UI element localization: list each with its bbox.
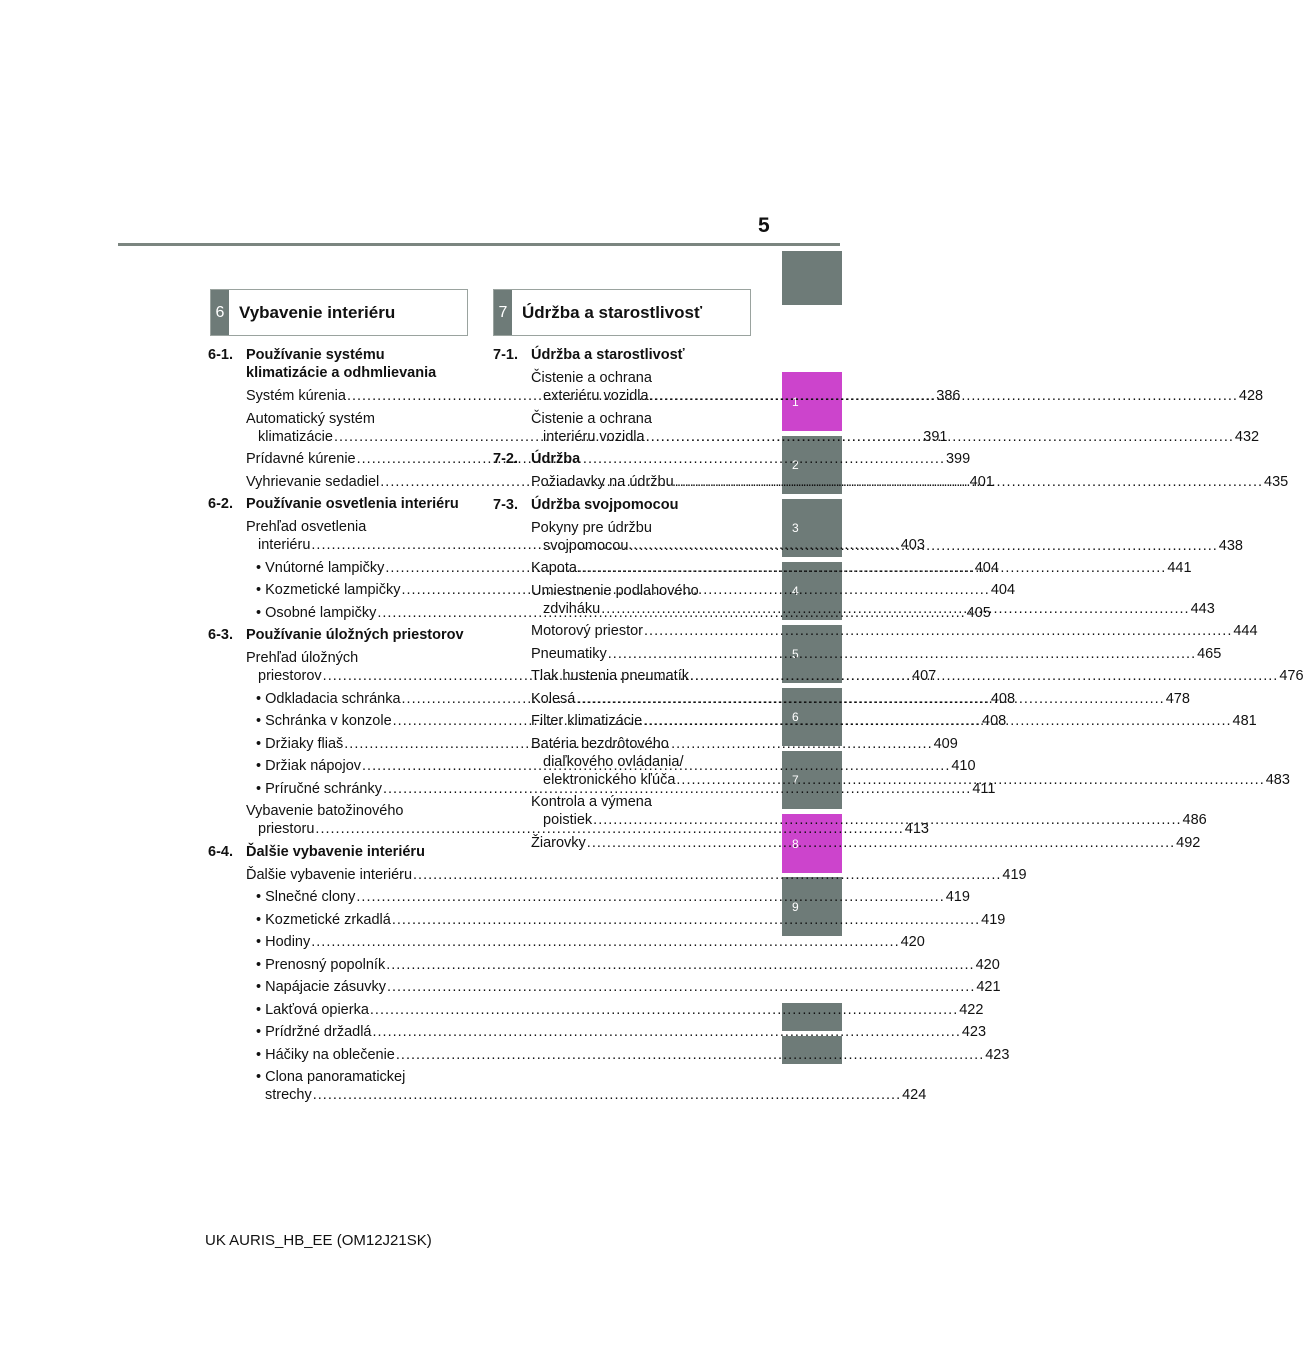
entry-title: svojpomocou: [543, 537, 629, 554]
entry-title-line: Prehľad osvetlenia: [246, 519, 367, 535]
section-title: Údržba a starostlivosť: [522, 303, 703, 322]
toc-subentry[interactable]: [208, 1023, 987, 1041]
entry-title: elektronického kľúča: [543, 771, 676, 788]
section-header-7: [493, 289, 751, 336]
leader-dots: [576, 690, 1164, 708]
chapter-number: 7-1.: [493, 347, 518, 363]
entry-title: • Hodiny: [256, 934, 311, 950]
leader-dots: [646, 429, 1234, 445]
entry-page: 465: [1197, 645, 1222, 662]
toc-chapter[interactable]: [493, 346, 743, 364]
entry-title-line: Čistenie a ochrana: [531, 410, 652, 427]
entry-title: • Lakťová opierka: [256, 1001, 369, 1018]
entry-title: • Kozmetické zrkadlá: [256, 911, 391, 928]
chapter-tab-blank[interactable]: [782, 251, 842, 305]
entry-page: 419: [1002, 866, 1027, 883]
toc-subentry[interactable]: [208, 933, 925, 951]
entry-page: 435: [1264, 474, 1289, 490]
entry-title: • Háčiky na oblečenie: [256, 1046, 395, 1063]
toc-entry[interactable]: [208, 866, 1027, 884]
entry-title-line: Kontrola a výmena: [531, 794, 652, 810]
entry-page: 405: [966, 604, 991, 621]
leader-dots: [690, 667, 1278, 685]
entry-title: Prídavné kúrenie: [246, 451, 356, 467]
entry-title: • Osobné lampičky: [256, 604, 377, 621]
entry-page: 421: [976, 979, 1001, 995]
entry-title: • Prenosný popolník: [256, 956, 386, 973]
chapter-title: Údržba a starostlivosť: [531, 347, 685, 363]
entry-page: 423: [961, 1024, 987, 1040]
entry-title: • Vnútorné lampičky: [256, 559, 385, 576]
toc-chapter[interactable]: [493, 450, 743, 468]
entry-page: 476: [1279, 668, 1304, 684]
entry-page: 481: [1232, 713, 1257, 729]
entry-title: interiéru: [258, 537, 311, 553]
leader-dots: [593, 812, 1181, 828]
tab-label: 1: [792, 394, 799, 409]
toc-subentry[interactable]: [208, 888, 970, 906]
toc-entry[interactable]: [493, 834, 1201, 852]
entry-title-line: Automatický systém: [246, 410, 375, 427]
tab-label: 5: [792, 647, 799, 661]
entry-title: Kapota: [531, 560, 577, 576]
entry-title: • Napájacie zásuvky: [256, 979, 386, 995]
chapter-title: Používanie systému klimatizácie a odhmlievania: [246, 347, 437, 381]
entry-title: Motorový priestor: [531, 623, 644, 639]
entry-page: 403: [900, 537, 925, 553]
entry-page: 391: [923, 428, 948, 445]
leader-dots: [650, 388, 1238, 404]
tab-label: 9: [792, 899, 799, 914]
toc-subentry[interactable]: [208, 911, 1006, 929]
tab-label: 3: [792, 521, 799, 535]
entry-page: 432: [1234, 428, 1260, 445]
toc-entry[interactable]: [493, 645, 1222, 663]
chapter-title: Údržba: [531, 451, 581, 467]
entry-title-line: Batéria bezdrôtového: [531, 735, 669, 752]
entry-title-line: • Clona panoramatickej: [256, 1069, 406, 1085]
entry-page: 492: [1176, 834, 1201, 851]
toc-chapter[interactable]: [208, 346, 466, 382]
entry-title-line: Vybavenie batožinového: [246, 803, 404, 819]
toc-chapter[interactable]: [208, 495, 466, 513]
entry-title: • Držiak nápojov: [256, 758, 362, 774]
entry-title: poistiek: [543, 812, 593, 828]
entry-title: interiéru vozidla: [543, 428, 645, 445]
tab-label: 7: [792, 773, 799, 787]
toc-subentry[interactable]: [208, 978, 1001, 996]
leader-dots: [396, 1046, 984, 1064]
entry-title: strechy: [265, 1087, 312, 1103]
entry-title: • Kozmetické lampičky: [256, 582, 401, 598]
chapter-title: Používanie osvetlenia interiéru: [246, 496, 459, 512]
entry-page: 386: [936, 388, 961, 404]
leader-dots: [373, 1023, 961, 1041]
entry-page: 411: [972, 780, 996, 797]
entry-title: • Prídržné držadlá: [256, 1024, 372, 1040]
leader-dots: [387, 978, 975, 996]
leader-dots: [311, 933, 899, 951]
toc-subentry[interactable]: [208, 1001, 984, 1019]
chapter-number: 7-3.: [493, 496, 518, 513]
entry-title: Žiarovky: [531, 834, 586, 851]
leader-dots: [643, 712, 1231, 730]
entry-title: • Slnečné clony: [256, 889, 356, 905]
entry-page: 413: [904, 821, 929, 837]
section-title: Vybavenie interiéru: [239, 303, 396, 322]
entry-title: klimatizácie: [258, 428, 333, 445]
entry-page: 428: [1238, 388, 1264, 404]
entry-title: Ďalšie vybavenie interiéru: [246, 866, 413, 883]
section-number: 7: [494, 290, 512, 335]
entry-page: 404: [974, 559, 999, 576]
leader-dots: [629, 538, 1217, 554]
entry-page: 443: [1190, 600, 1215, 617]
entry-page: 419: [945, 889, 970, 905]
section-header-6: [210, 289, 468, 336]
top-rule: [118, 243, 840, 246]
leader-dots: [413, 866, 1001, 884]
entry-title-line: Pokyny pre údržbu: [531, 519, 652, 536]
entry-title: • Odkladacia schránka: [256, 690, 401, 707]
leader-dots: [601, 601, 1189, 617]
entry-page: 401: [969, 473, 994, 490]
entry-page: 423: [985, 1046, 1010, 1063]
chapter-number: 7-2.: [493, 451, 518, 467]
toc-entry[interactable]: [493, 622, 1258, 640]
entry-title: priestorov: [258, 668, 322, 684]
chapter-title: Údržba svojpomocou: [531, 496, 679, 513]
entry-title: Kolesá: [531, 690, 576, 707]
entry-title: • Držiaky fliaš: [256, 735, 344, 752]
entry-title-line: Umiestnenie podlahového: [531, 582, 699, 599]
entry-page: 486: [1182, 812, 1207, 828]
leader-dots: [676, 772, 1264, 788]
entry-page: 422: [959, 1001, 984, 1018]
entry-page: 420: [975, 956, 1000, 973]
entry-page: 408: [990, 690, 1016, 707]
toc-chapter[interactable]: [208, 843, 466, 861]
entry-page: 419: [981, 911, 1006, 928]
entry-page: 438: [1218, 537, 1243, 554]
entry-title: • Príručné schránky: [256, 780, 382, 797]
entry-page: 404: [990, 582, 1016, 598]
toc-subentry[interactable]: [208, 1068, 927, 1104]
document-footer: UK AURIS_HB_EE (OM12J21SK): [205, 1232, 432, 1249]
entry-title: Vyhrievanie sedadiel: [246, 473, 380, 490]
entry-title: • Schránka v konzole: [256, 713, 392, 729]
chapter-number: 6-2.: [208, 496, 233, 512]
toc-chapter[interactable]: [493, 496, 743, 514]
toc-chapter[interactable]: [208, 626, 466, 644]
entry-title-line: diaľkového ovládania/: [543, 753, 684, 770]
entry-title-line: Prehľad úložných: [246, 650, 359, 666]
chapter-number: 6-4.: [208, 843, 233, 860]
entry-page: 478: [1165, 690, 1190, 707]
leader-dots: [386, 956, 974, 974]
leader-dots: [313, 1087, 901, 1103]
entry-title: Filter klimatizácie: [531, 713, 643, 729]
entry-page: 409: [933, 735, 958, 752]
leader-dots: [644, 622, 1232, 640]
entry-page: 420: [900, 934, 925, 950]
page-number: 5: [758, 214, 770, 237]
chapter-title: Používanie úložných priestorov: [246, 627, 464, 643]
entry-page: 424: [902, 1087, 927, 1103]
entry-title-line: Čistenie a ochrana: [531, 370, 652, 386]
entry-page: 444: [1233, 623, 1258, 639]
leader-dots: [587, 834, 1175, 852]
leader-dots: [370, 1001, 958, 1019]
entry-title: Požiadavky na údržbu: [531, 474, 674, 490]
tab-label: 8: [792, 836, 799, 851]
entry-title: Tlak hustenia pneumatík: [531, 668, 689, 684]
tab-label: 2: [792, 458, 799, 472]
chapter-title: Ďalšie vybavenie interiéru: [246, 843, 425, 860]
entry-page: 407: [912, 668, 937, 684]
entry-title: priestoru: [258, 821, 315, 837]
section-number: 6: [211, 290, 229, 335]
tab-label: 4: [792, 584, 799, 598]
leader-dots: [392, 911, 980, 929]
leader-dots: [356, 888, 944, 906]
entry-title: zdviháku: [543, 600, 601, 617]
chapter-number: 6-1.: [208, 347, 233, 363]
leader-dots: [578, 559, 1166, 577]
toc-subentry[interactable]: [208, 780, 996, 798]
tab-label: 6: [792, 710, 799, 724]
chapter-number: 6-3.: [208, 627, 233, 643]
leader-dots: [675, 473, 1263, 491]
entry-page: 408: [982, 713, 1007, 729]
entry-page: 483: [1265, 771, 1290, 788]
entry-title: Systém kúrenia: [246, 388, 346, 404]
leader-dots: [608, 645, 1196, 663]
entry-page: 410: [951, 758, 976, 774]
toc-subentry[interactable]: [208, 956, 1000, 974]
entry-title: exteriéru vozidla: [543, 388, 649, 404]
entry-page: 441: [1167, 560, 1192, 576]
toc-subentry[interactable]: [208, 1046, 1010, 1064]
entry-page: 399: [945, 451, 971, 467]
entry-title: Pneumatiky: [531, 645, 607, 662]
